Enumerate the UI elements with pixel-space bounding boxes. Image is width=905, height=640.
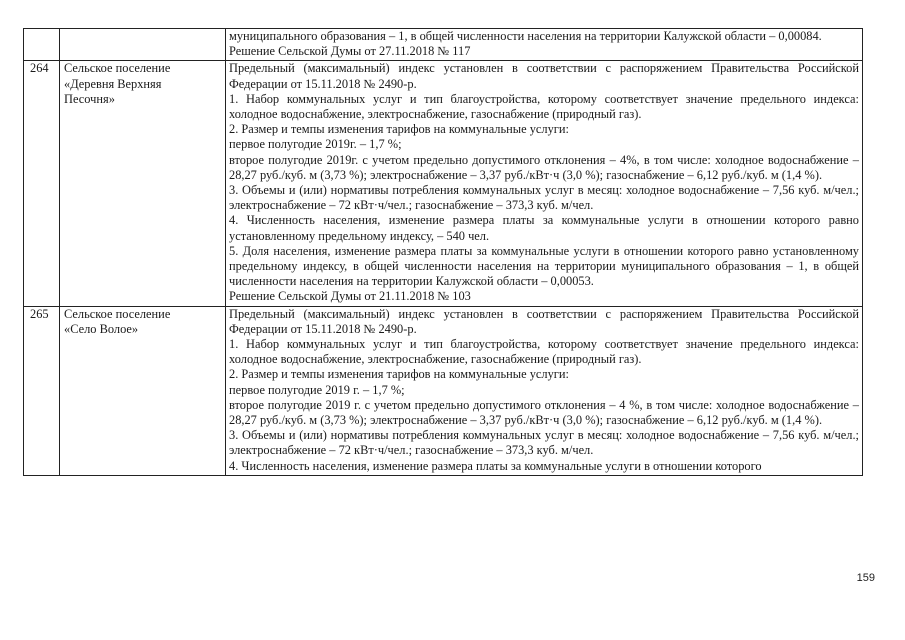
paragraph: 4. Численность населения, изменение размера платы за коммунальные услуги в отношении которого — [229, 458, 762, 473]
paragraph: 4. Численность населения, изменение размера платы за коммунальные услуги в отношении которого равно установленному предельному индексу, – 540 чел. — [229, 213, 859, 243]
paragraph: первое полугодие 2019 г. – 1,7 %; — [229, 382, 405, 397]
decision-reference: Решение Сельской Думы от 21.11.2018 № 103 — [229, 289, 471, 304]
settlement-name-line: Песочня» — [64, 91, 115, 106]
paragraph: второе полугодие 2019г. с учетом предельно допустимого отклонения – 4%, в том числе: холодное водоснабжение – 28,27 руб./куб. м (3,73 %); электроснабжение – 3,37 руб./кВт·ч (3,0 %); газоснабжение – 6,12 руб./куб. м (1,4 %). — [229, 152, 859, 182]
paragraph: 2. Размер и темпы изменения тарифов на коммунальные услуги: — [229, 367, 569, 382]
paragraph: муниципального образования – 1, в общей численности населения на территории Калужской области – 0,00084. — [229, 29, 822, 43]
index-description-cell — [226, 306, 863, 475]
settlement-name-cell — [60, 306, 226, 475]
paragraph: первое полугодие 2019г. – 1,7 %; — [229, 137, 402, 152]
table-row — [24, 61, 863, 306]
row-number-cell: 265 — [24, 306, 60, 475]
index-description-cell — [226, 29, 863, 61]
row-number-cell: 264 — [24, 61, 60, 306]
table-row — [24, 29, 863, 61]
paragraph: Предельный (максимальный) индекс установлен в соответствии с распоряжением Правительства Российской Федерации от 15.11.2018 № 2490-р. — [229, 306, 859, 336]
settlement-name-line: Сельское поселение — [64, 306, 171, 321]
settlement-name-line: «Деревня Верхняя — [64, 76, 162, 91]
settlement-name-line: Сельское поселение — [64, 61, 171, 76]
row-number-cell — [24, 29, 60, 61]
decision-reference: Решение Сельской Думы от 27.11.2018 № 117 — [229, 44, 471, 59]
paragraph: 1. Набор коммунальных услуг и тип благоустройства, которому соответствует значение предельного индекса: холодное водоснабжение, электроснабжение, газоснабжение (природный газ). — [229, 337, 859, 367]
paragraph: 3. Объемы и (или) нормативы потребления коммунальных услуг в месяц: холодное водоснабжение – 7,56 куб. м/чел.; электроснабжение – 72 кВт·ч/чел.; газоснабжение – 373,3 куб. м/чел. — [229, 183, 859, 213]
index-description-cell — [226, 61, 863, 306]
regulation-table — [23, 28, 863, 476]
settlement-name-cell — [60, 61, 226, 306]
settlement-name-line: «Село Волое» — [64, 321, 139, 336]
page-number: 159 — [856, 572, 875, 584]
paragraph: 5. Доля населения, изменение размера платы за коммунальные услуги в отношении которого равно установленному предельному индексу, в общей численности населения на территории муниципального образования – 1, в общей численности населения на территории Калужской области – 0,00053. — [229, 243, 859, 289]
paragraph: Предельный (максимальный) индекс установлен в соответствии с распоряжением Правительства Российской Федерации от 15.11.2018 № 2490-р. — [229, 61, 859, 91]
paragraph: второе полугодие 2019 г. с учетом предельно допустимого отклонения – 4 %, в том числе: холодное водоснабжение – 28,27 руб./куб. м (3,73 %); электроснабжение – 3,37 руб./кВт·ч (3,0 %); газоснабжение – 6,12 руб./куб. м (1,4 %). — [229, 397, 859, 428]
paragraph: 1. Набор коммунальных услуг и тип благоустройства, которому соответствует значение предельного индекса: холодное водоснабжение, электроснабжение, газоснабжение (природный газ). — [229, 91, 859, 122]
table-row — [24, 306, 863, 475]
paragraph: 3. Объемы и (или) нормативы потребления коммунальных услуг в месяц: холодное водоснабжение – 7,56 куб. м/чел.; электроснабжение – 72 кВт·ч/чел.; газоснабжение – 373,3 куб. м/чел. — [229, 428, 859, 458]
paragraph: 2. Размер и темпы изменения тарифов на коммунальные услуги: — [229, 122, 569, 137]
settlement-name-cell — [60, 29, 226, 61]
table-body — [24, 29, 863, 476]
